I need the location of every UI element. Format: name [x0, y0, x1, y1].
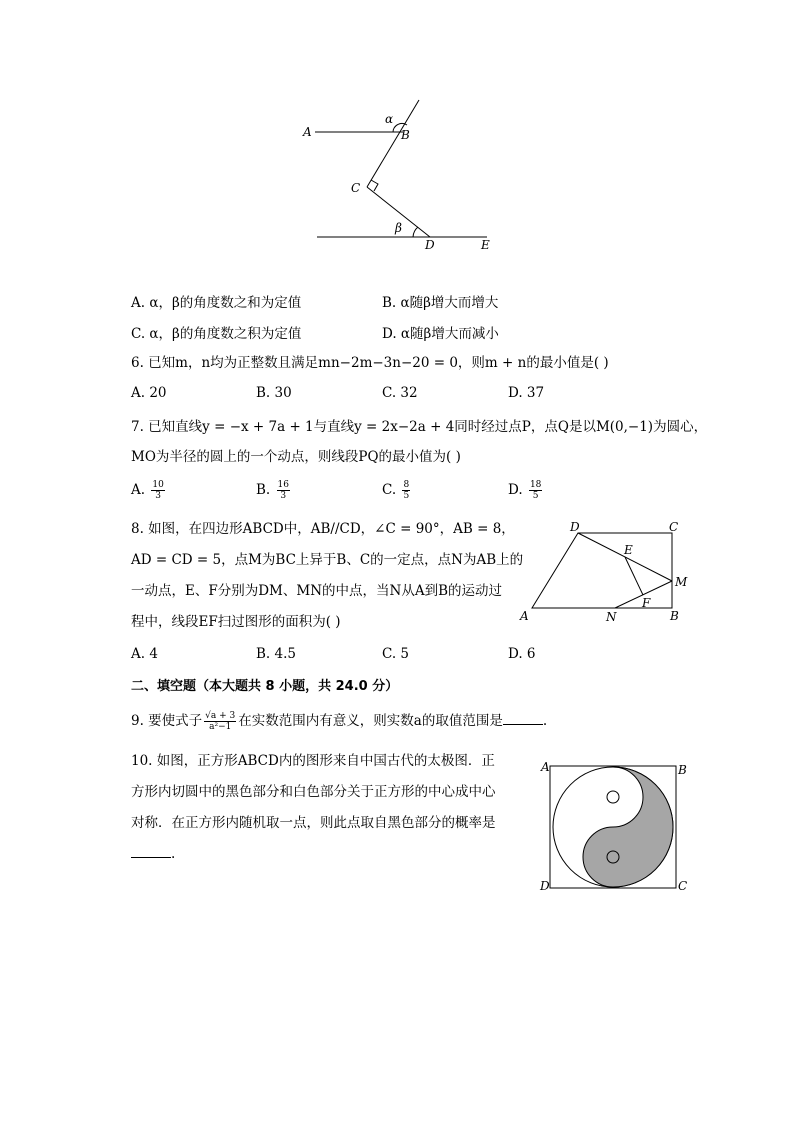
q8-stem-line4: 程中，线段EF扫过图形的面积为( ) [131, 614, 341, 630]
label-e: E [481, 238, 490, 252]
section2-title: 二、填空题（本大题共 8 小题，共 24.0 分） [131, 679, 399, 694]
q6-option-c[interactable]: C. 32 [382, 385, 418, 401]
q8-stem-line1: 8. 如图，在四边形ABCD中，AB//CD，∠C = 90°，AB = 8， [131, 521, 515, 537]
quadrilateral-figure [515, 515, 695, 627]
q7-stem-line2: MO为半径的圆上的一个动点，则线段PQ的最小值为( ) [131, 449, 461, 465]
q9-prefix: 9. 要使式子 [131, 713, 203, 729]
label-c: C [669, 520, 679, 534]
q7-option-c-fraction: $\frac{8}{5}$ [403, 480, 410, 501]
segment-ef [625, 557, 643, 595]
label-b: B [401, 128, 410, 142]
q7-option-c-prefix: C. [382, 482, 397, 498]
q6-option-a[interactable]: A. 20 [131, 385, 167, 401]
q5-option-c[interactable]: C. α，β的角度数之积为定值 [131, 326, 302, 342]
label-a: A [520, 609, 529, 623]
q10-stem-line1: 10. 如图，正方形ABCD内的图形来自中国古代的太极图．正 [131, 753, 495, 769]
q8-option-a[interactable]: A. 4 [131, 646, 158, 662]
label-beta: β [395, 221, 402, 235]
q6-stem: 6. 已知m，n均为正整数且满足mn−2m−3n−20 = 0，则m + n的最小值是( ) [131, 355, 609, 371]
label-b: B [670, 609, 679, 623]
label-a: A [303, 125, 312, 139]
label-f: F [642, 596, 651, 610]
q10-stem-line2: 方形内切圆中的黑色部分和白色部分关于正方形的中心成中心 [131, 784, 496, 800]
q7-option-a-prefix: A. [131, 482, 146, 498]
q8-stem-line3: 一动点，E、F分别为DM、MN的中点，当N从A到B的运动过 [131, 583, 502, 599]
q7-option-c[interactable] [382, 480, 412, 501]
gray-dot [607, 851, 619, 863]
q7-option-b-fraction: $\frac{16}{3}$ [277, 480, 289, 501]
label-d: D [570, 520, 580, 534]
q5-option-b[interactable]: B. α随β增大而增大 [382, 295, 499, 311]
white-dot [607, 791, 619, 803]
q9-stem [131, 711, 547, 732]
label-e: E [624, 543, 633, 557]
q10-answer-blank[interactable] [131, 845, 171, 858]
q5-option-d[interactable]: D. α随β增大而减小 [382, 326, 499, 342]
q6-option-d[interactable]: D. 37 [508, 385, 545, 401]
label-c: C [678, 879, 688, 893]
label-c: C [351, 181, 361, 195]
q6-option-b[interactable]: B. 30 [256, 385, 292, 401]
taiji-figure [538, 760, 690, 896]
q9-suffix: 在实数范围内有意义，则实数a的取值范围是 [238, 713, 503, 729]
arc-beta [413, 227, 418, 237]
q9-fraction: $\frac{√a + 3}{\text{a²−1}}$ [205, 711, 236, 732]
label-alpha: α [385, 112, 394, 126]
q10-answer-line [131, 845, 175, 863]
q9-answer-blank[interactable] [503, 712, 543, 725]
q7-option-a-fraction: $\frac{10}{3}$ [152, 480, 164, 501]
q5-option-a[interactable]: A. α，β的角度数之和为定值 [131, 295, 302, 311]
label-a: A [541, 760, 550, 774]
q9-end: . [542, 713, 548, 729]
q7-option-d-prefix: D. [508, 482, 523, 498]
label-b: B [678, 763, 687, 777]
angle-figure [295, 95, 505, 260]
q7-stem-line1: 7. 已知直线y = −x + 7a + 1与直线y = 2x−2a + 4同时经过点P，点Q是以M(0,−1)为圆心， [131, 419, 708, 435]
q8-option-b[interactable]: B. 4.5 [256, 646, 296, 662]
q7-option-b-prefix: B. [256, 482, 271, 498]
label-d: D [425, 238, 435, 252]
q10-stem-line3: 对称．在正方形内随机取一点，则此点取自黑色部分的概率是 [131, 815, 496, 831]
q7-option-d[interactable] [508, 480, 544, 501]
q10-end: . [171, 846, 176, 862]
label-m: M [675, 575, 688, 589]
right-angle-mark-c [371, 180, 378, 191]
q7-option-a[interactable] [131, 480, 167, 501]
q8-option-d[interactable]: D. 6 [508, 646, 536, 662]
q7-option-b[interactable] [256, 480, 292, 501]
label-d: D [540, 879, 550, 893]
q8-option-c[interactable]: C. 5 [382, 646, 410, 662]
label-n: N [606, 610, 617, 624]
q7-option-d-fraction: $\frac{18}{5}$ [529, 480, 542, 501]
q8-stem-line2: AD = CD = 5，点M为BC上异于B、C的一定点，点N为AB上的 [131, 552, 524, 568]
